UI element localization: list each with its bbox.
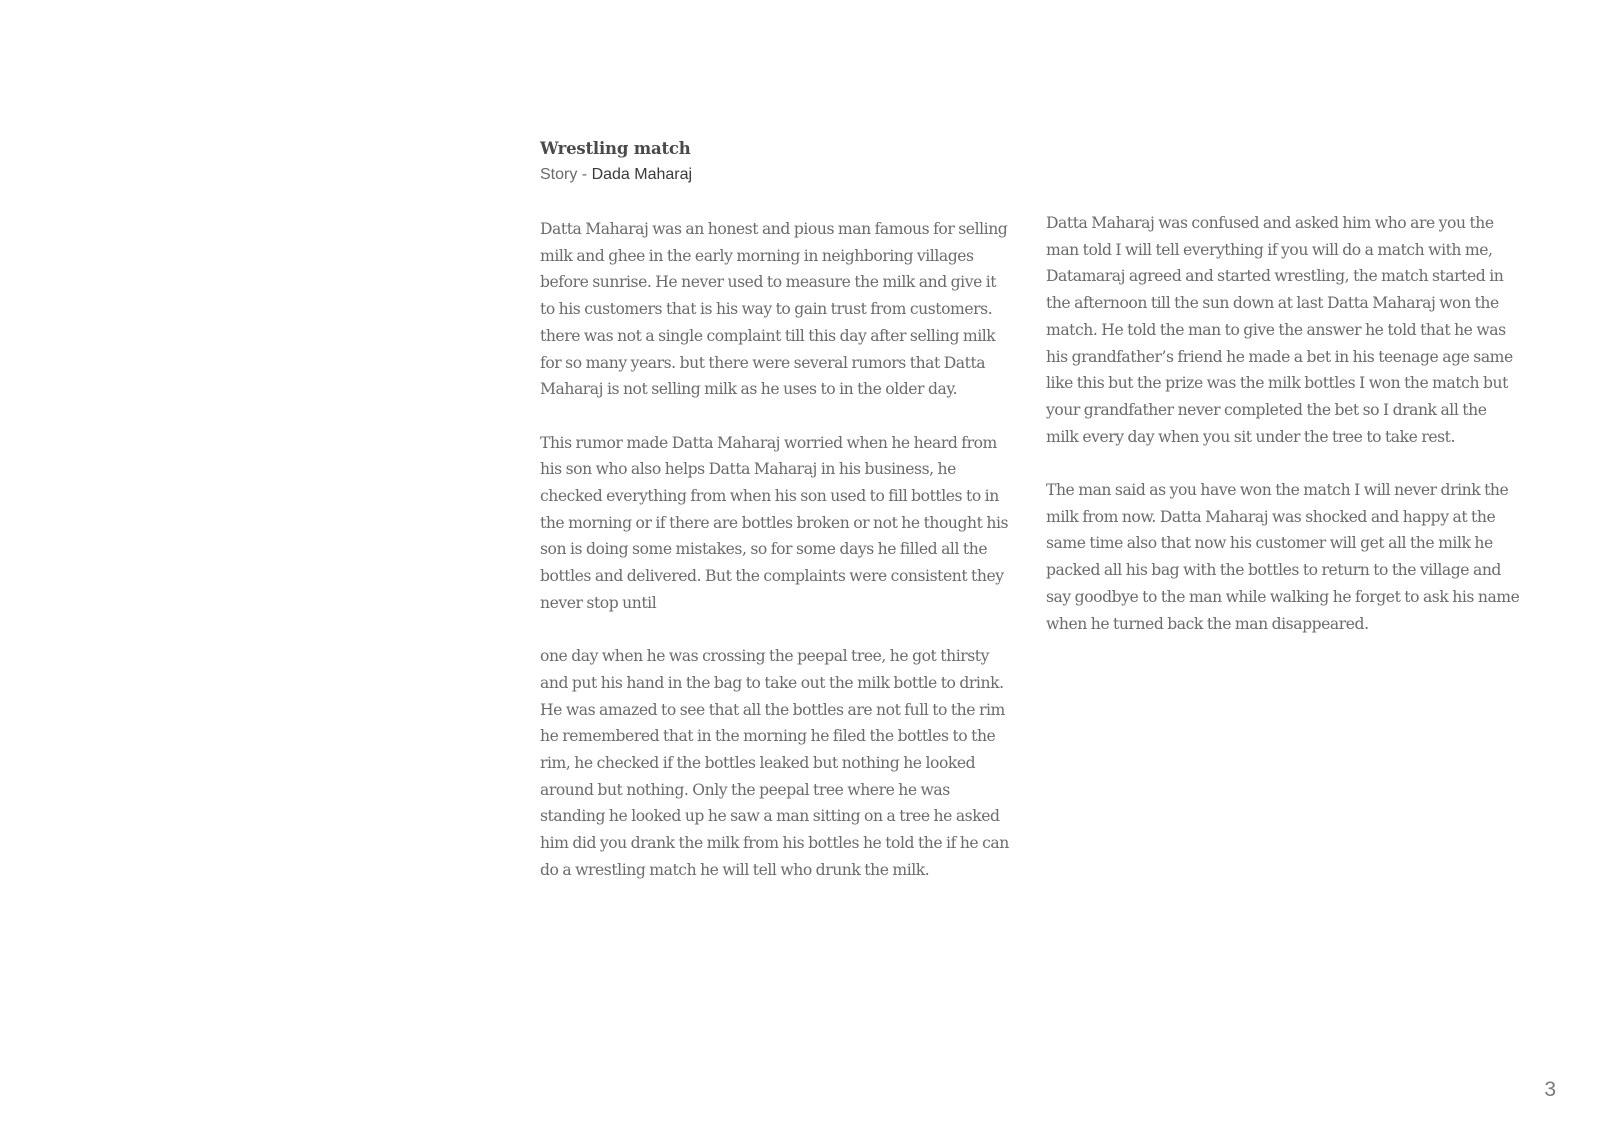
paragraph: The man said as you have won the match I will never drink the milk from now. Datta Maharaj was shocked and happy at the same time also that now his customer will get all the milk he packed all his bag with the bottles to return to the village and say goodbye to the man while walking he forget to ask his name when he turned back the man disappeared. (1046, 481, 1520, 633)
author-name: Dada Maharaj (591, 166, 693, 183)
paragraph: Datta Maharaj was an honest and pious man famous for selling milk and ghee in the early morning in neighboring villages before sunrise. He never used to measure the milk and give it to his customers that is his way to gain trust from customers. there was not a single complaint till this day after selling milk for so many years. but there were several rumors that Datta Maharaj is not selling milk as he uses to in the older day. (540, 220, 1008, 399)
byline-label: Story - (540, 166, 592, 183)
story-heading (540, 137, 1020, 187)
text-column-right (1046, 210, 1522, 664)
page-number: 3 (1544, 1078, 1556, 1101)
story-byline (540, 163, 1020, 187)
story-title: Wrestling match (540, 139, 691, 158)
paragraph: Datta Maharaj was confused and asked him who are you the man told I will tell everything if you will do a match with me, Datamaraj agreed and started wrestling, the match started in the afternoon till the sun down at last Datta Maharaj won the match. He told the man to give the answer he told that he was his grandfather’s friend he made a bet in his teenage age same like this but the prize was the milk bottles I won the match but your grandfather never completed the bet so I drank all the milk every day when you sit under the tree to take rest. (1046, 214, 1513, 446)
paragraph: This rumor made Datta Maharaj worried when he heard from his son who also helps Datta Maharaj in his business, he checked everything from when his son used to fill bottles to in the morning or if there are bottles broken or not he thought his son is doing some mistakes, so for some days he filled all the bottles and delivered. But the complaints were consistent they never stop until (540, 433, 1009, 612)
paragraph: one day when he was crossing the peepal tree, he got thirsty and put his hand in the bag to take out the milk bottle to drink. He was amazed to see that all the bottles are not full to the rim he remembered that in the morning he filed the bottles to the rim, he checked if the bottles leaked but nothing he looked around but nothing. Only the peepal tree where he was standing he looked up he saw a man sitting on a tree he asked him did you drank the milk from his bottles he told the if he can do a wrestling match he will tell who drunk the milk. (540, 647, 1009, 879)
text-column-left (540, 216, 1012, 910)
